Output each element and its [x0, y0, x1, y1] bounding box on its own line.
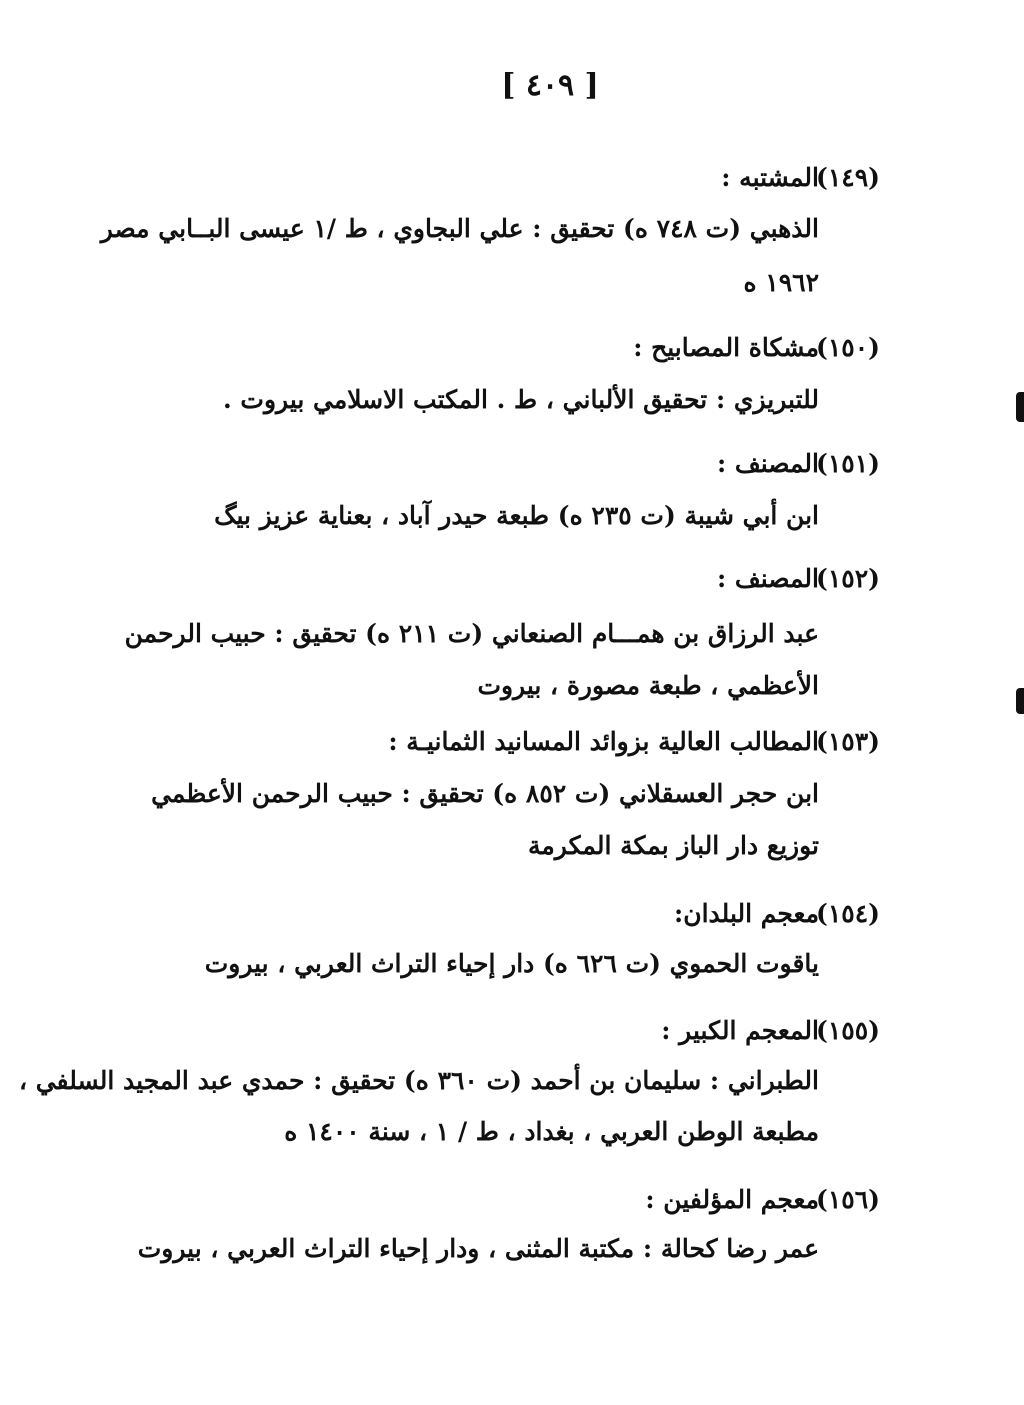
entry-number: (١٥٢) [816, 564, 880, 593]
entry-number: (١٥٦) [816, 1185, 880, 1214]
entry-number: (١٥٤) [816, 899, 880, 928]
entry-detail-line: توزيع دار الباز بمكة المكرمة [527, 831, 819, 860]
entry-detail-line: الأعظمي ، طبعة مصورة ، بيروت [477, 671, 819, 700]
entry-number: (١٥٥) [816, 1016, 880, 1045]
entry-detail-line: ابن أبي شيبة (ت ٢٣٥ ه) طبعة حيدر آباد ، بعناية عزيز بيگ [214, 501, 819, 530]
entry-title: مشكاة المصابيح : [633, 333, 819, 362]
entry-title: المعجم الكبير : [661, 1016, 819, 1045]
entry-number: (١٤٩) [816, 163, 880, 192]
entry-detail-line: للتبريزي : تحقيق الألباني ، ط . المكتب الاسلامي بيروت . [223, 385, 819, 414]
scan-edge-mark [1016, 688, 1024, 714]
entry-detail-line: الذهبي (ت ٧٤٨ ه) تحقيق : علي البجاوي ، ط /١ عيسى البــابي مصر [100, 214, 819, 243]
entry-detail-line: ابن حجر العسقلاني (ت ٨٥٢ ه) تحقيق : حبيب الرحمن الأعظمي [151, 779, 819, 808]
entry-number: (١٥١) [816, 449, 880, 478]
entry-title: المصنف : [716, 449, 819, 478]
entry-number: (١٥٣) [816, 727, 880, 756]
entry-title: معجم البلدان: [674, 899, 819, 928]
entry-detail-line: عمر رضا كحالة : مكتبة المثنى ، ودار إحياء التراث العربي ، بيروت [137, 1234, 819, 1263]
entry-detail-line: ١٩٦٢ ه [743, 268, 819, 297]
page-number: [ ٤٠٩ ] [501, 68, 599, 103]
entry-detail-line: عبد الرزاق بن همـــام الصنعاني (ت ٢١١ ه) تحقيق : حبيب الرحمن [124, 619, 819, 648]
entry-title: المطالب العالية بزوائد المسانيد الثمانيـة : [388, 727, 819, 756]
entry-detail-line: ياقوت الحموي (ت ٦٢٦ ه) دار إحياء التراث العربي ، بيروت [204, 949, 819, 978]
entry-number: (١٥٠) [816, 333, 880, 362]
entry-title: المصنف : [716, 564, 819, 593]
entry-title: معجم المؤلفين : [645, 1185, 819, 1214]
entry-detail-line: مطبعة الوطن العربي ، بغداد ، ط / ١ ، سنة ١٤٠٠ ه [284, 1117, 819, 1146]
entry-title: المشتبه : [721, 163, 819, 192]
entry-detail-line: الطبراني : سليمان بن أحمد (ت ٣٦٠ ه) تحقيق : حمدي عبد المجيد السلفي ، [18, 1066, 819, 1095]
scan-edge-mark [1016, 392, 1024, 422]
